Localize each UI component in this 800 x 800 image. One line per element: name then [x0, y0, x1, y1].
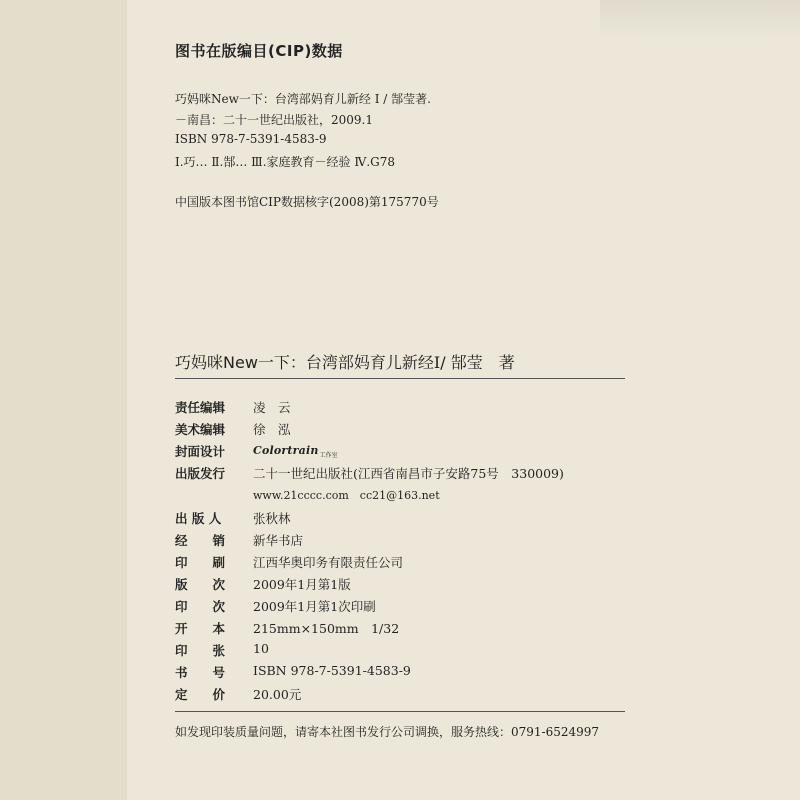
cover-design-logo — [253, 442, 338, 459]
page-edge — [0, 0, 127, 800]
cip-line-title: 巧妈咪New一下：台湾部妈育儿新经 I / 郜莹著. — [175, 92, 431, 106]
footer-divider — [175, 711, 625, 712]
book-title-text: 巧妈咪New一下：台湾部妈育儿新经 — [175, 353, 434, 372]
credit-value: 10 — [253, 641, 269, 656]
credit-value-web: www.21cccc.com cc21@163.net — [253, 489, 440, 502]
credit-value: 江西华奥印务有限责任公司 — [253, 555, 404, 570]
credit-label: 定 价 — [175, 687, 226, 702]
credit-value: 徐 泓 — [253, 422, 291, 437]
credit-label: 出 版 人 — [175, 511, 222, 526]
credit-label: 出版发行 — [175, 466, 226, 481]
cip-heading: 图书在版编目(CIP)数据 — [175, 42, 343, 60]
credit-label: 责任编辑 — [175, 400, 226, 415]
credit-value: 新华书店 — [253, 533, 304, 548]
credit-label: 开 本 — [175, 621, 226, 636]
quality-service-note: 如发现印装质量问题，请寄本社图书发行公司调换，服务热线：0791-6524997 — [175, 725, 600, 739]
book-title — [175, 350, 515, 373]
colortrain-logo-text: Colortrain — [253, 444, 319, 457]
cip-catalog-number: 中国版本图书馆CIP数据核字(2008)第175770号 — [175, 195, 439, 209]
credit-label: 版 次 — [175, 577, 226, 592]
title-divider — [175, 378, 625, 379]
credit-value: 2009年1月第1版 — [253, 577, 351, 592]
credit-value: 二十一世纪出版社(江西省南昌市子安路75号 330009) — [253, 466, 564, 481]
book-author: / 郜莹 著 — [440, 353, 515, 372]
credit-label: 封面设计 — [175, 444, 226, 459]
credit-label: 印 张 — [175, 643, 226, 658]
cip-line-isbn: ISBN 978-7-5391-4583-9 — [175, 132, 327, 146]
credit-value: 20.00元 — [253, 687, 302, 702]
credit-label: 书 号 — [175, 665, 226, 680]
cip-line-publisher: －南昌：二十一世纪出版社，2009.1 — [175, 113, 373, 127]
colortrain-logo-sub: 工作室 — [319, 452, 338, 459]
credit-value: 凌 云 — [253, 400, 291, 415]
credit-value: 张秋林 — [253, 511, 291, 526]
credit-label: 美术编辑 — [175, 422, 226, 437]
credit-label: 印 刷 — [175, 555, 226, 570]
book-volume: Ⅰ — [433, 353, 441, 372]
credit-value: ISBN 978-7-5391-4583-9 — [253, 663, 411, 678]
credit-value: 2009年1月第1次印刷 — [253, 599, 376, 614]
credit-value: 215mm×150mm 1/32 — [253, 621, 400, 636]
credit-label: 经 销 — [175, 533, 226, 548]
credit-label: 印 次 — [175, 599, 226, 614]
cip-line-classification: Ⅰ.巧… Ⅱ.郜… Ⅲ.家庭教育－经验 Ⅳ.G78 — [175, 155, 396, 169]
bleed-through-shadow — [600, 0, 800, 40]
